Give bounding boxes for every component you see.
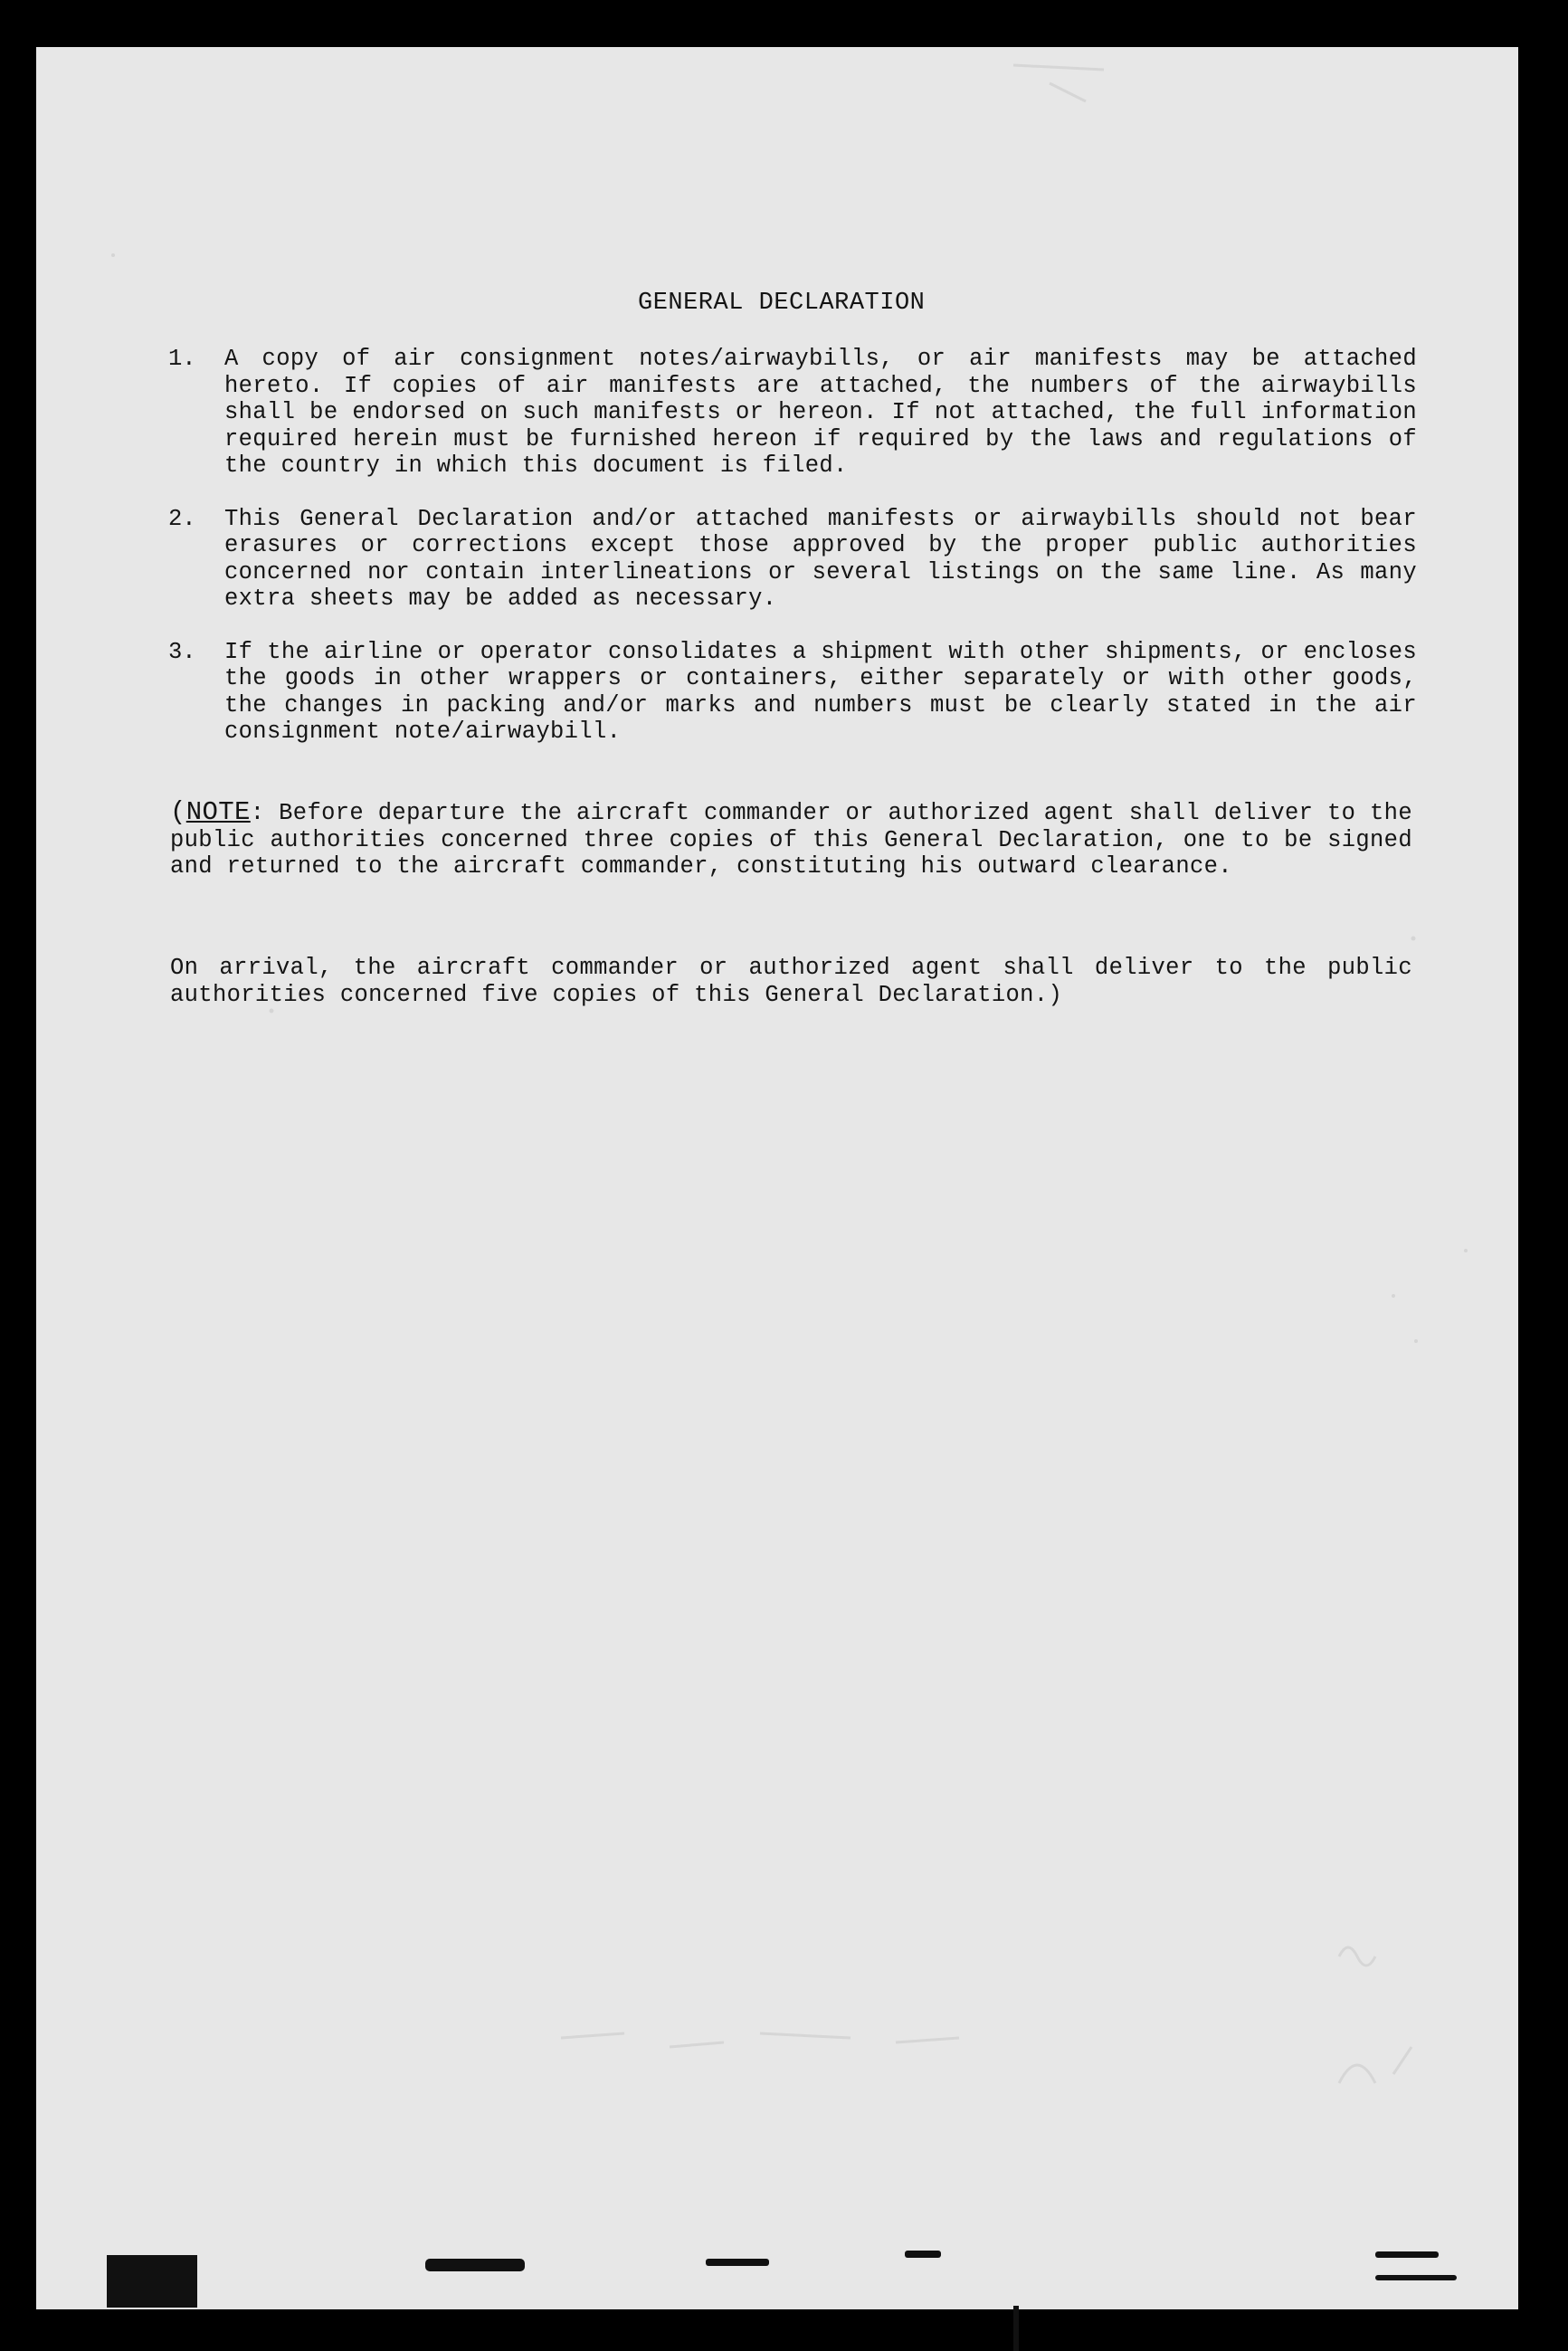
note-colon: :	[250, 800, 265, 826]
declaration-item-3	[168, 639, 1417, 746]
note-text: Before departure the aircraft commander or authorized agent shall deliver to the public authorities concerned three copies of this General Declaration, one to be signed and returned to the aircraft commander, constituting his outward clearance.	[170, 800, 1412, 880]
declaration-item-2	[168, 506, 1417, 613]
item-text: A copy of air consignment notes/airwaybills, or air manifests may be attached hereto. If copies of air manifests are attached, the numbers of the airwaybills shall be endorsed on such manifests or hereon. If not attached, the full information required herein must be furnished hereon if required by the laws and regulations of the country in which this document is filed.	[224, 346, 1417, 479]
document-page	[36, 47, 1518, 2309]
note-label: NOTE	[185, 797, 251, 827]
item-text: This General Declaration and/or attached manifests or airwaybills should not bear erasures or corrections except those approved by the proper public authorities concerned nor contain interlineations or several listings on the same line. As many extra sheets may be added as necessary.	[224, 505, 1417, 612]
departure-note	[170, 799, 1412, 880]
arrival-note: On arrival, the aircraft commander or authorized agent shall deliver to the public authorities concerned five copies of this General Declaration.)	[170, 955, 1412, 1008]
item-number: 3.	[168, 638, 196, 665]
note-open-paren: (	[170, 797, 186, 827]
document-title: GENERAL DECLARATION	[638, 290, 926, 317]
item-number: 1.	[168, 346, 196, 372]
item-text: If the airline or operator consolidates a shipment with other shipments, or encloses the goods in other wrappers or containers, either separately or with other goods, the changes in packing and/or marks and numbers must be clearly stated in the air consignment note/airwaybill.	[224, 638, 1417, 745]
item-number: 2.	[168, 505, 196, 532]
declaration-item-1	[168, 346, 1417, 480]
declaration-items	[168, 346, 1417, 772]
